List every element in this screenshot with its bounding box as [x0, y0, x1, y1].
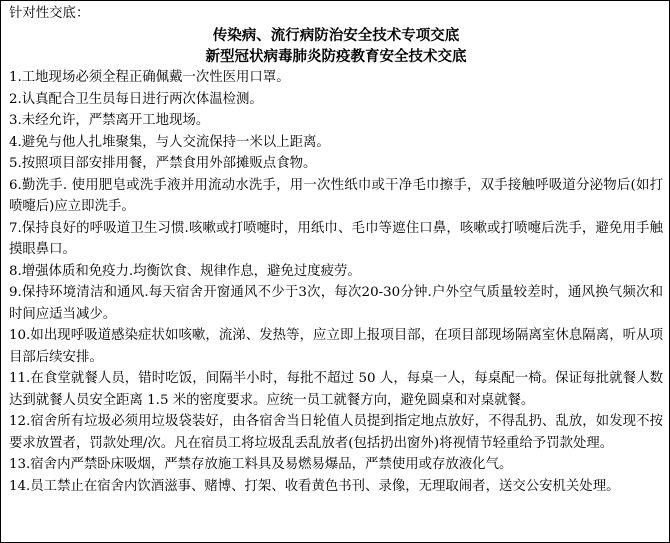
rule-item: 9.保持环境清洁和通风.每天宿舍开窗通风不少于3次，每次20-30分钟.户外空气质量较差时，通风换气频次和时间应适当减少。 — [9, 285, 663, 322]
rule-item: 13.宿舍内严禁卧床吸烟，严禁存放施工料具及易燃易爆品，严禁使用或存放液化气。 — [9, 457, 513, 472]
rule-item: 12.宿舍所有垃圾必须用垃圾袋装好，由各宿舍当日轮值人员提到指定地点放好，不得乱扔、乱放，如发现不按要求放置者，罚款处理/次。凡在宿员工将垃圾乱丢乱放者(包括扔出窗外)将视情节轻重给予罚款处理。 — [9, 414, 663, 451]
rule-item: 4.避免与他人扎堆聚集，与人交流保持一米以上距离。 — [9, 134, 330, 150]
rule-item: 2.认真配合卫生员每日进行两次体温检测。 — [9, 91, 263, 107]
rule-item: 7.保持良好的呼吸道卫生习惯.咳嗽或打喷嚏时，用纸巾、毛巾等遮住口鼻，咳嗽或打喷嚏后洗手，避免用手触摸眼鼻口。 — [9, 220, 663, 257]
rule-item: 3.未经允许，严禁离开工地现场。 — [9, 113, 210, 128]
rule-item: 10.如出现呼吸道感染症状如咳嗽，流涕、发热等，应立即上报项目部，在项目部现场隔离室休息隔离，听从项目部后续安排。 — [9, 328, 663, 365]
disclosure-label: 针对性交底： — [9, 6, 90, 21]
rule-item: 5.按照项目部安排用餐，严禁食用外部摊贩点食物。 — [9, 156, 317, 171]
document-title: 传染病、流行病防治安全技术专项交底 — [212, 27, 460, 44]
rule-item: 11.在食堂就餐人员，错时吃饭，间隔半小时，每批不超过 50 人，每桌一人，每桌配一椅。保证每批就餐人数达到就餐人员安全距离 1.5 米的密度要求。应统一员工就餐方向，避免圆桌和对桌就餐。 — [9, 371, 663, 408]
rule-item: 14.员工禁止在宿舍内饮酒滋事、赌博、打架、收看黄色书刊、录像，无理取闹者，送交公安机关处理。 — [9, 478, 620, 494]
rule-item: 8.增强体质和免疫力.均衡饮食、规律作息，避免过度疲劳。 — [9, 263, 361, 279]
rule-item: 1.工地现场必须全程正确佩戴一次性医用口罩。 — [9, 70, 290, 85]
document-subtitle: 新型冠状病毒肺炎防疫教育安全技术交底 — [205, 48, 467, 65]
rules-list — [9, 67, 663, 497]
rule-item: 6.勤洗手. 使用肥皂或洗手液并用流动水洗手，用一次性纸巾或干净毛巾擦手，双手接触呼吸道分泌物后(如打喷嚏后)应立即洗手。 — [9, 177, 663, 214]
